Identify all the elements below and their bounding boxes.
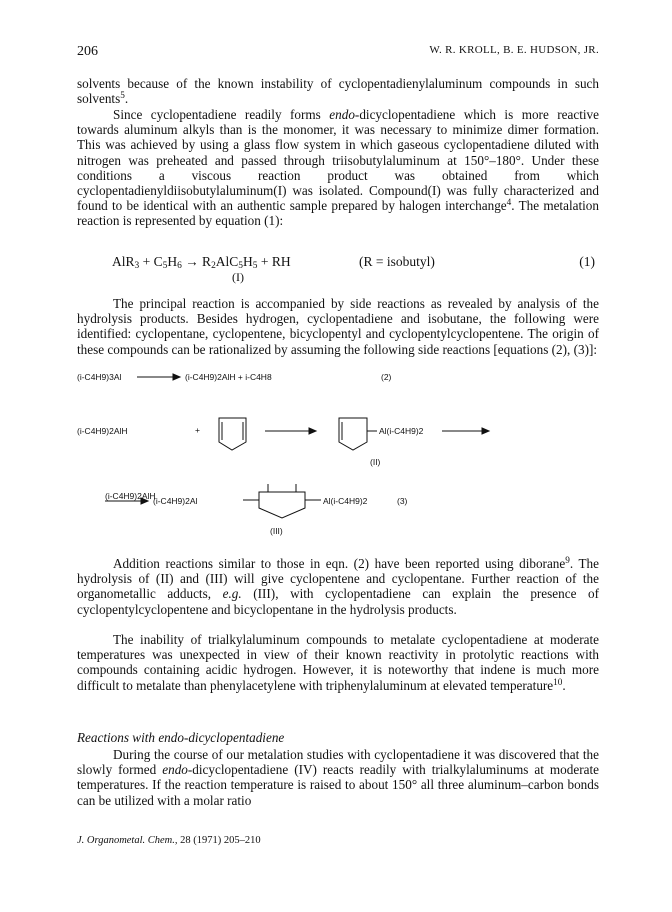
eq2-reactant-diisobutylaluminum-hydride: (i-C4H9)2AlH [77, 426, 128, 436]
equation-1-number: (1) [579, 254, 595, 269]
equation-2-number: (2) [381, 372, 392, 382]
journal-citation-footer [77, 835, 261, 846]
eq2-products: (i-C4H9)2AlH + i-C4H8 [185, 372, 272, 382]
running-header [77, 44, 599, 62]
compound-label-I: (I) [232, 270, 244, 284]
cyclopentadiene-ring [219, 418, 246, 450]
eq3-left-aluminum-group: (i-C4H9)2Al [153, 496, 198, 506]
equation-1-formula: $AlR_3 + C_5H_6 \to R_2AlC_5H_5$ + RH [112, 254, 291, 271]
paragraph-3: The principal reaction is accompanied by side reactions as revealed by analysis of the hydrolysis products. Besides hydrogen, cyclopentadiene and isobutane, the following were identified: cyclopentane, cyclopentene, bicyclopentyl and cyclopentylcyclopentene. The origin of these compounds can be rationalized by assuming the following side reactions [equations (2), (3)]: [77, 296, 599, 357]
cyclopentenyl-ring [339, 418, 367, 450]
eq3-reagent: (i-C4H9)2AlH [105, 491, 156, 501]
section-heading: Reactions with endo-dicyclopentadiene [77, 730, 285, 745]
eq3-right-aluminum-group: Al(i-C4H9)2 [323, 496, 368, 506]
cyclopentane-ring [259, 492, 305, 518]
paragraph-4: Addition reactions similar to those in eqn. (2) have been reported using diborane$^9$. The hydrolysis of (II) and (III) will give cyclopentene and cyclopentane. Further reaction of the organometallic adducts, e.g. (III), with cyclopentadiene can explain the presence of cyclopentylcyclopentene and bicyclopentane in the hydrolysis products. [77, 555, 600, 617]
paragraph-5: The inability of trialkylaluminum compounds to metalate cyclopentadiene at moderate temperatures was unexpected in view of their known reactivity in protolytic reactions with compounds containing acidic hydrogen. However, it is noteworthy that indene is much more difficult to metalate than phenylacetylene with triphenylaluminum at elevated temperature$^{10}$. [77, 632, 599, 693]
eq2-arrow-3-head [482, 428, 489, 434]
running-head-authors: W. R. KROLL, B. E. HUDSON, JR. [429, 44, 599, 56]
page-number: 206 [77, 44, 98, 59]
eq2-reactant-triisobutylaluminum: (i-C4H9)3Al [77, 372, 122, 382]
journal-name: J. Organometal. Chem., [77, 835, 178, 846]
reaction-scheme [77, 370, 599, 540]
equation-1 [77, 254, 599, 288]
compound-label-II: (II) [370, 457, 381, 467]
paragraph-1: solvents because of the known instability of cyclopentadienylaluminum compounds in such solvents$^5$. [77, 76, 599, 107]
equation-1-condition: (R = isobutyl) [359, 254, 435, 269]
eq2-arrow-1-head [173, 374, 180, 380]
paragraph-6: During the course of our metalation studies with cyclopentadiene it was discovered that the slowly formed endo-dicyclopentadiene (IV) reacts readily with trialkylaluminums at moderate temperatures. If the reaction temperature is raised to about 150° all three aluminum–carbon bonds can be utilized with a molar ratio [77, 747, 599, 808]
paragraph-2: Since cyclopentadiene readily forms endo-dicyclopentadiene which is more reactive towards aluminum alkyls than is the monomer, it was necessary to minimize dimer formation. This was achieved by using a glass flow system in which gaseous cyclopentadiene diluted with nitrogen was preheated and passed through triisobutylaluminum at 150°–180°. Under these conditions a viscous reaction product was obtained from which cyclopentadienyldiisobutylaluminum(I) was isolated. Compound(I) was fully characterized and found to be identical with an authentic sample prepared by halogen interchange$^4$. The metalation reaction is represented by equation (1): [77, 107, 600, 229]
eq2-arrow-2-head [309, 428, 316, 434]
compound-label-III: (III) [270, 526, 283, 536]
journal-volume: 28 (1971) 205–210 [177, 835, 261, 846]
eq2-product-aluminum-group: Al(i-C4H9)2 [379, 426, 424, 436]
eq2-plus: + [195, 425, 200, 435]
equation-3-number: (3) [397, 496, 408, 506]
scheme-drawing [77, 370, 599, 540]
